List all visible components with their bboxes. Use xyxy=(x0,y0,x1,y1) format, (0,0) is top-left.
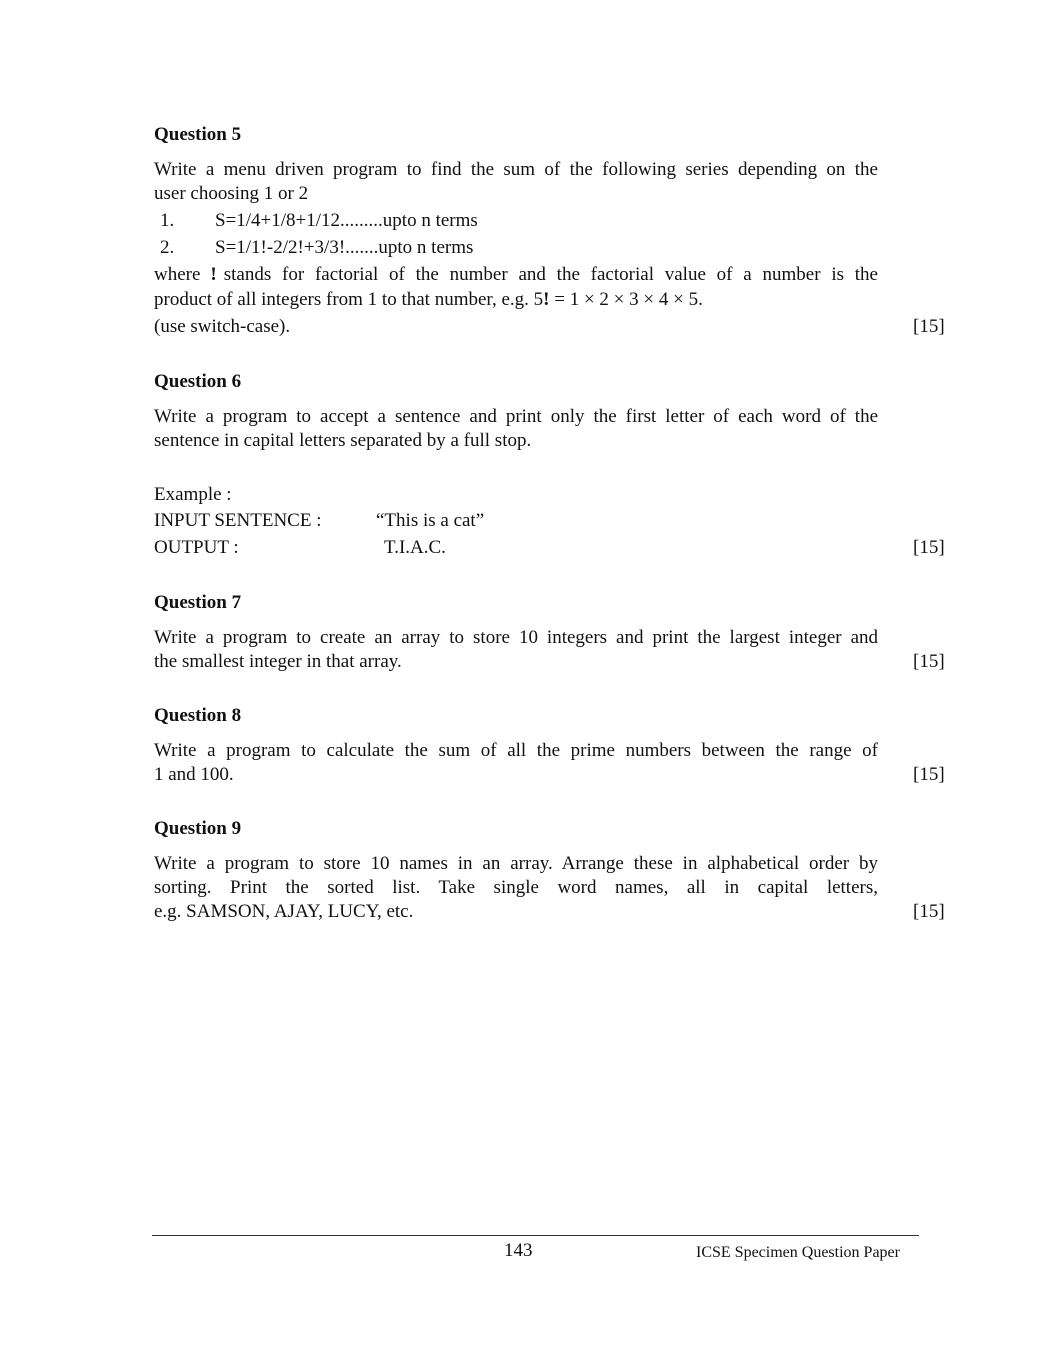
question-9-title: Question 9 xyxy=(154,818,242,839)
question-5-note: (use switch-case). xyxy=(154,316,291,337)
question-9-marks: [15] xyxy=(913,901,945,922)
question-6-marks: [15] xyxy=(913,537,945,558)
footer-title: ICSE Specimen Question Paper xyxy=(696,1244,900,1261)
question-8-title: Question 8 xyxy=(154,705,242,726)
input-sentence-label: INPUT SENTENCE : xyxy=(154,510,322,531)
example-label: Example : xyxy=(154,484,232,505)
question-5-title: Question 5 xyxy=(154,124,242,145)
series-item-text: S=1/1!-2/2!+3/3!.......upto n terms xyxy=(215,237,474,258)
question-5-marks: [15] xyxy=(913,316,945,337)
question-6-title: Question 6 xyxy=(154,371,242,392)
product-formula: = 1 × 2 × 3 × 4 × 5. xyxy=(549,289,703,310)
question-5-text-line-1: Write a menu driven program to find the sum of the following series depending on the xyxy=(154,159,878,180)
where-description: stands for factorial of the number and the factorial value of a number is the xyxy=(223,264,878,285)
output-label: OUTPUT : xyxy=(154,537,239,558)
series-item-text: S=1/4+1/8+1/12.........upto n terms xyxy=(215,210,478,231)
where-word: where xyxy=(154,264,201,285)
product-text: product of all integers from 1 to that number, e.g. 5 xyxy=(154,289,544,310)
question-5-where-line-2 xyxy=(154,288,703,312)
question-7-title: Question 7 xyxy=(154,592,242,613)
question-8-marks: [15] xyxy=(913,764,945,785)
question-6-text-line-1: Write a program to accept a sentence and print only the first letter of each word of the xyxy=(154,406,878,427)
footer-divider xyxy=(152,1235,919,1236)
page-number: 143 xyxy=(504,1240,533,1261)
question-7-text-line-1: Write a program to create an array to store 10 integers and print the largest integer and xyxy=(154,627,878,648)
question-9-text-line-2: sorting. Print the sorted list. Take single word names, all in capital letters, xyxy=(154,877,878,898)
question-8-text-line-2: 1 and 100. xyxy=(154,764,234,785)
factorial-symbol: ! xyxy=(210,264,217,285)
factorial-symbol: ! xyxy=(543,289,550,310)
question-7-text-line-2: the smallest integer in that array. xyxy=(154,651,402,672)
question-5-text-line-2: user choosing 1 or 2 xyxy=(154,183,309,204)
question-5-where-line-1 xyxy=(154,263,878,287)
question-6-text-line-2: sentence in capital letters separated by a full stop. xyxy=(154,430,532,451)
series-item-number: 1. xyxy=(160,210,175,231)
series-item-number: 2. xyxy=(160,237,175,258)
question-8-text-line-1: Write a program to calculate the sum of all the prime numbers between the range of xyxy=(154,740,878,761)
question-7-marks: [15] xyxy=(913,651,945,672)
input-sentence-value: “This is a cat” xyxy=(376,510,485,531)
question-9-text-line-3: e.g. SAMSON, AJAY, LUCY, etc. xyxy=(154,901,414,922)
question-9-text-line-1: Write a program to store 10 names in an array. Arrange these in alphabetical order by xyxy=(154,853,878,874)
output-value: T.I.A.C. xyxy=(384,537,446,558)
